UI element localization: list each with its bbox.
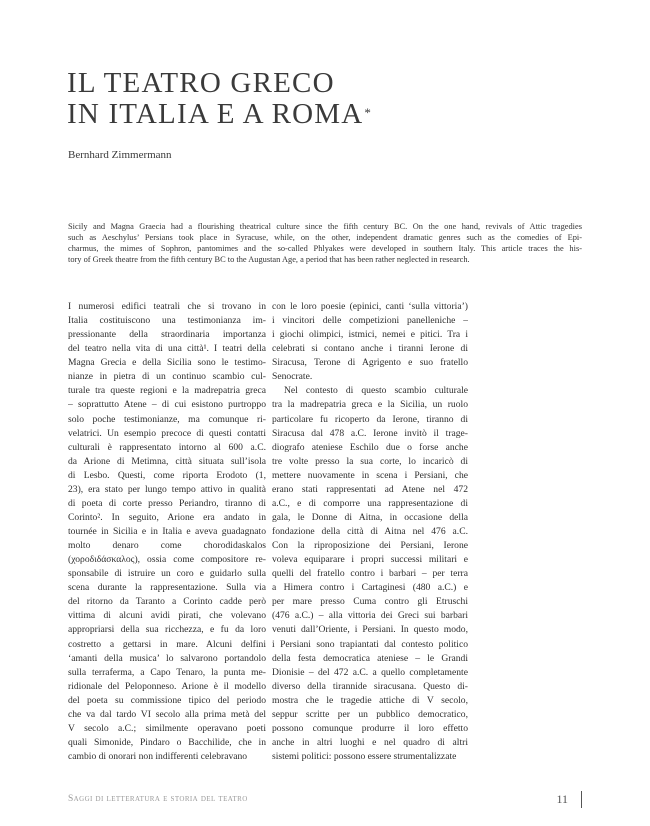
body-text-line: solo poche testimonianze, ma comunque ri- bbox=[68, 413, 266, 425]
body-text-line: gala, le Donne di Aitna, in occasione della bbox=[272, 511, 468, 523]
body-text-line: a.C., e di comporre una rappresentazione di bbox=[272, 497, 468, 509]
author-name: Bernhard Zimmermann bbox=[68, 149, 172, 161]
body-text-line: fondazione della città di Aitna nel 476 a.C. bbox=[272, 526, 468, 537]
body-text-line: i Persiani sono trapiantati dal contesto politico bbox=[272, 638, 468, 650]
body-column-left bbox=[68, 300, 266, 764]
body-text-line: quali Simonide, Pindaro o Bacchilide, che in bbox=[68, 736, 266, 748]
title-line-2-text: IN ITALIA E A ROMA bbox=[67, 98, 364, 130]
title-line-1: IL TEATRO GRECO bbox=[67, 67, 335, 99]
body-text-line: sulla terraferma, a Capo Tenaro, la punta me- bbox=[68, 666, 266, 678]
body-text-line: anche in altri luoghi e nel quadro di altri bbox=[272, 736, 468, 748]
body-text-line: diverso della tirannide siracusana. Questo di- bbox=[272, 680, 468, 692]
body-text-line: celebrati si contano anche i tiranni Ierone di bbox=[272, 343, 468, 355]
body-text-line: nianze in pietra di un continuo scambio cul- bbox=[68, 371, 266, 383]
body-text-line: ridionale del Peloponneso. Arione è il modello bbox=[68, 680, 266, 692]
title-line-2 bbox=[67, 99, 372, 130]
body-text-line: 23), era stato per lungo tempo attivo in qualità bbox=[68, 483, 266, 495]
body-text-line: pressionante della straordinaria importanza bbox=[68, 329, 266, 341]
body-text-line: i vincitori delle competizioni panelleniche – bbox=[272, 315, 468, 327]
body-text-line: mostra che le tragedie attiche di V secolo, bbox=[272, 694, 468, 706]
running-title: Saggi di letteratura e storia del teatro bbox=[68, 794, 248, 804]
body-text-line: (χοροδιδάσκαλος), ossia come compositore re- bbox=[68, 554, 266, 566]
body-column-right bbox=[272, 300, 468, 764]
page-number-rule bbox=[581, 791, 582, 808]
body-text-line: turale tra queste regioni e la madrepatria greca bbox=[68, 385, 266, 397]
body-text-line: appropriarsi della sua ricchezza, e fu da loro bbox=[68, 624, 266, 636]
body-text-line: Siracusa, Terone di Agrigento e suo fratello bbox=[272, 357, 468, 369]
body-text-line: Senocrate. bbox=[272, 371, 313, 383]
body-text-line: ‘amanti della musica’ lo salvarono portandolo bbox=[68, 652, 266, 664]
body-text-line: I numerosi edifici teatrali che si trovano in bbox=[68, 301, 266, 312]
body-text-line: (476 a.C.) – alla vittoria dei Greci sui barbari bbox=[272, 610, 468, 622]
body-text-line: cambio di onorari non indifferenti celebravano bbox=[68, 751, 248, 762]
body-text-line: possono comunque produrre il loro effetto bbox=[272, 722, 468, 734]
article-title bbox=[67, 68, 372, 130]
body-text-line: tournée in Sicilia e in Italia e aveva guadagnato bbox=[68, 526, 266, 537]
body-text-line: con le loro poesie (epinici, canti ‘sulla vittoria’) bbox=[272, 301, 468, 312]
body-text-line: del ritorno da Taranto a Corinto cadde però bbox=[68, 596, 266, 608]
body-text-line: Dionisie – del 472 a.C. a quello completamente bbox=[272, 666, 468, 678]
body-text-line: da Arione di Metimna, città situata sull’isola bbox=[68, 455, 266, 467]
abstract bbox=[68, 221, 582, 265]
body-text-line: Italia costituiscono una testimonianza im- bbox=[68, 315, 266, 327]
body-text-line: i giochi olimpici, istmici, nemei e pitici. Tra i bbox=[272, 329, 468, 341]
body-text-line: del poeta su commissione tipico del periodo bbox=[68, 694, 266, 706]
body-text-line: mettere nuovamente in scena i Persiani, che bbox=[272, 469, 468, 481]
body-text-line: erano stati rappresentati ad Atene nel 472 bbox=[272, 483, 468, 495]
body-text-line: tre volte presso la sua corte, lo incaricò di bbox=[272, 455, 468, 467]
body-text-line: Magna Grecia e della Sicilia sono le testimo- bbox=[68, 357, 266, 369]
body-text-line: particolare fu ricoperto da Ierone, tiranno di bbox=[272, 413, 468, 425]
body-text-line: culturali è rappresentato intorno al 600 a.C. bbox=[68, 441, 266, 453]
body-text-line: V secolo a.C.; similmente operavano poeti bbox=[68, 722, 266, 734]
body-text-line: molto denaro come chorodidaskalos bbox=[68, 540, 266, 552]
abstract-line: tory of Greek theatre from the fifth century BC to the Augustan Age, a period that has been rather neglected in research. bbox=[68, 255, 470, 264]
page-number: 11 bbox=[556, 792, 568, 806]
body-text-line: velatrici. Un esempio precoce di questi contatti bbox=[68, 427, 266, 439]
body-text-line: Corinto². In seguito, Arione era andato in bbox=[68, 511, 266, 523]
body-text-line: Nel contesto di questo scambio culturale bbox=[284, 385, 468, 397]
body-text-line: voleva equiparare i propri successi militari e bbox=[272, 554, 468, 566]
body-text-line: scena durante la rappresentazione. Sulla via bbox=[68, 582, 266, 594]
body-text-line: di Lesbo. Questi, come riporta Erodoto (1, bbox=[68, 469, 266, 481]
body-text-line: sponsabile di istruire un coro e guidarlo sulla bbox=[68, 568, 266, 580]
body-text-line: – soprattutto Atene – di cui esistono purtroppo bbox=[68, 399, 266, 411]
abstract-line: such as Aeschylus’ Persians took place in Syracuse, while, on the other, independent dramatic genres such as the comedies of Epi- bbox=[68, 233, 582, 242]
body-text-line: Siracusa dal 478 a.C. Ierone invitò il trage- bbox=[272, 427, 468, 439]
abstract-line: Sicily and Magna Graecia had a flourishing theatrical culture since the fifth century BC. On the one hand, revivals of Attic tragedies bbox=[68, 222, 582, 231]
body-text-line: sistemi politici: possono essere strumentalizzate bbox=[272, 751, 457, 762]
body-text-line: diografo ateniese Eschilo due o forse anche bbox=[272, 441, 468, 453]
body-text-line: costretto a gettarsi in mare. Alcuni delfini bbox=[68, 638, 266, 650]
body-text-line: della festa democratica ateniese – le Grandi bbox=[272, 652, 468, 664]
body-text-line: Con la riproposizione dei Persiani, Ierone bbox=[272, 540, 468, 552]
abstract-line: charmus, the mimes of Sophron, pantomimes and the so-called Phlyakes were developed in southern Italy. This article traces the his- bbox=[68, 244, 582, 253]
body-text-line: vittima di alcuni avidi pirati, che volevano bbox=[68, 610, 266, 622]
body-text-line: del teatro nella vita di una città¹. I teatri della bbox=[68, 343, 266, 355]
body-text-line: tra la madrepatria greca e la Sicilia, un ruolo bbox=[272, 399, 468, 411]
title-footnote-mark[interactable]: * bbox=[364, 105, 373, 120]
body-text-line: venuti dall’Oriente, i Persiani. In questo modo, bbox=[272, 624, 468, 636]
body-text-line: di poeta di corte presso Periandro, tiranno di bbox=[68, 497, 266, 509]
body-text-line: quelli del fratello contro i barbari – per terra bbox=[272, 568, 468, 580]
page-footer bbox=[68, 791, 582, 811]
body-text-line: a Himera contro i Cartaginesi (480 a.C.) e bbox=[272, 582, 468, 594]
body-text-line: per mare presso Cuma contro gli Etruschi bbox=[272, 596, 468, 608]
body-text-line: seppur scritte per un pubblico democratico, bbox=[272, 708, 468, 720]
body-text-line: che va dal tardo VI secolo alla prima metà del bbox=[68, 708, 266, 720]
